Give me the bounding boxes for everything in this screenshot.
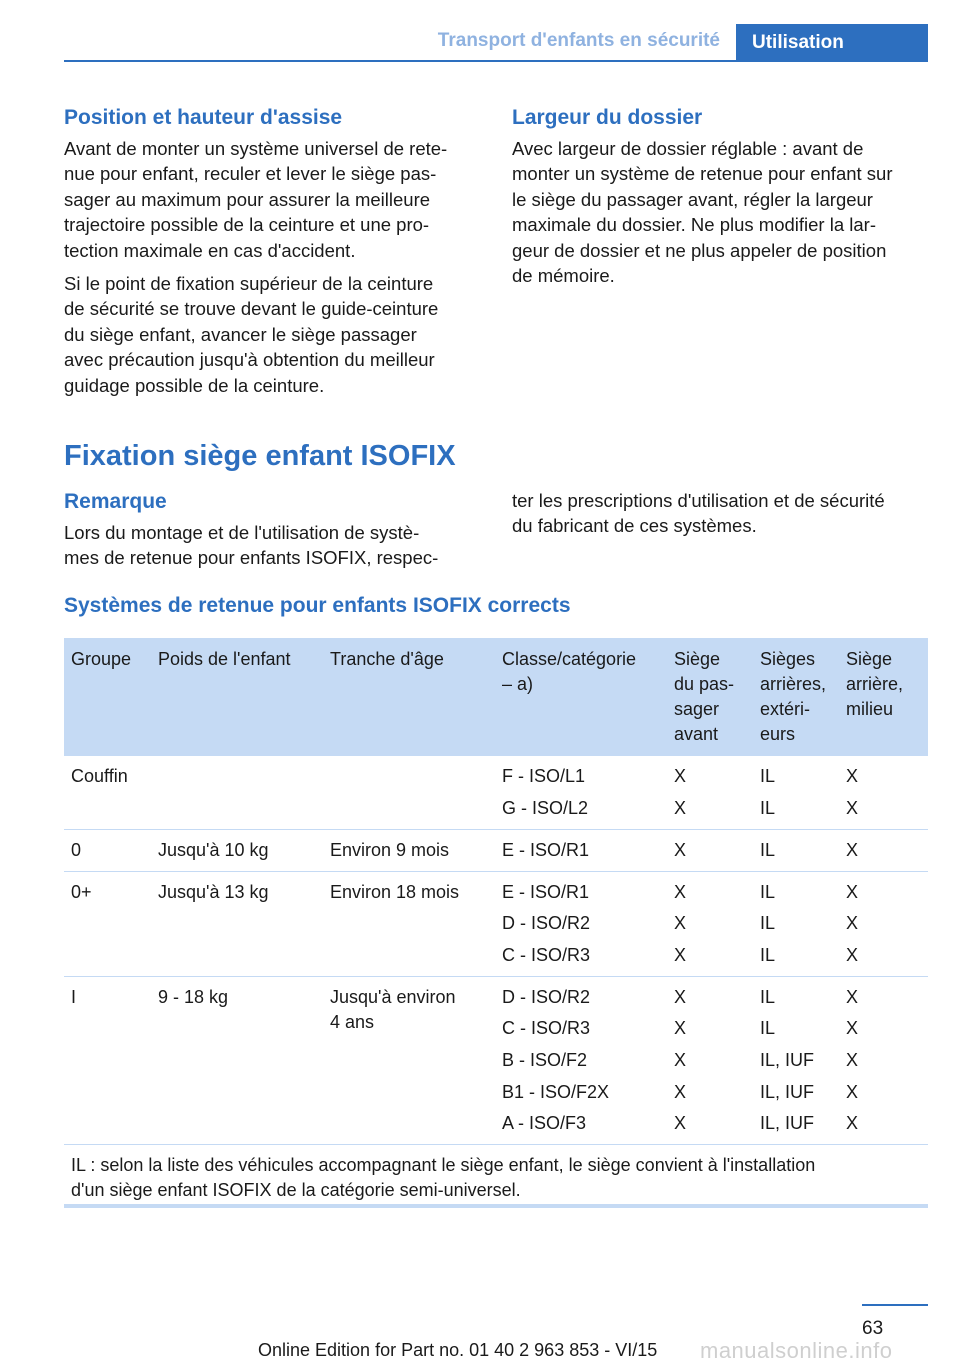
cell-rear-middle — [839, 976, 928, 1144]
text-line: ter les prescriptions d'utilisation et de sécurité — [512, 490, 885, 511]
cell-line: X — [846, 881, 859, 902]
header-line: arrière, — [846, 674, 904, 694]
cell-class — [495, 871, 667, 976]
section-backrest-width — [512, 104, 928, 296]
text-line: geur de dossier et ne plus appeler de position — [512, 239, 887, 261]
cell-line: IL — [760, 797, 776, 818]
header-rule — [64, 60, 928, 62]
cell-line: B1 - ISO/F2X — [502, 1081, 610, 1102]
cell-age — [323, 829, 495, 871]
paragraph-remark-right — [512, 488, 928, 539]
cell-line: 0 — [71, 839, 82, 860]
cell-rear-middle — [839, 871, 928, 976]
cell-line: X — [674, 913, 687, 934]
cell-line — [158, 764, 317, 789]
cell-line: X — [674, 1113, 687, 1134]
cell-weight — [151, 871, 323, 976]
column-header-rear-outer — [753, 638, 839, 756]
cell-age — [323, 756, 495, 829]
cell-front-seat — [667, 976, 753, 1144]
cell-line: X — [674, 944, 687, 965]
cell-line: G - ISO/L2 — [502, 797, 589, 818]
cell-line: F - ISO/L1 — [502, 766, 586, 786]
cell-rear-outer — [753, 829, 839, 871]
header-line: Siège — [674, 649, 721, 669]
cell-class — [495, 976, 667, 1144]
text-line: avec précaution jusqu'à obtention du meilleur — [64, 349, 435, 371]
cell-weight — [151, 829, 323, 871]
paragraph-seat-position-1 — [64, 136, 480, 263]
header-line: Sièges — [760, 649, 816, 669]
table-bottom-rule — [64, 1204, 928, 1208]
table-header-row — [64, 638, 928, 756]
cell-line: E - ISO/R1 — [502, 839, 590, 860]
cell-line: X — [846, 913, 859, 934]
cell-rear-outer — [753, 756, 839, 829]
text-line: de sécurité se trouve devant le guide-ceinture — [64, 298, 439, 320]
cell-line: X — [674, 797, 687, 818]
cell-line: Jusqu'à 10 kg — [158, 839, 269, 860]
cell-line: IL — [760, 913, 776, 934]
header-line: Groupe — [71, 649, 132, 669]
table-row — [64, 871, 928, 976]
cell-class — [495, 829, 667, 871]
cell-line: E - ISO/R1 — [502, 881, 590, 902]
text-line: nue pour enfant, reculer et lever le siège pas‐ — [64, 163, 437, 185]
table-row — [64, 756, 928, 829]
watermark: manualsonline.info — [700, 1338, 893, 1363]
heading-isofix: Fixation siège enfant ISOFIX — [64, 440, 456, 472]
cell-line: X — [674, 986, 687, 1007]
cell-line: X — [674, 766, 687, 786]
heading-remark: Remarque — [64, 490, 167, 513]
cell-front-seat — [667, 829, 753, 871]
cell-line: Environ 9 mois — [330, 839, 450, 860]
cell-group — [64, 976, 151, 1144]
note-line: d'un siège enfant ISOFIX de la catégorie semi-universel. — [71, 1180, 521, 1201]
cell-weight — [151, 756, 323, 829]
text-line: le siège du passager avant, régler la largeur — [512, 188, 873, 210]
header-tab-utilisation — [736, 24, 928, 62]
heading-seat-position: Position et hauteur d'assise — [64, 106, 343, 129]
text-line: trajectoire possible de la ceinture et une pro‐ — [64, 214, 430, 236]
header-line: – a) — [502, 674, 534, 694]
header-line: arrières, — [760, 674, 827, 694]
text-line: mes de retenue pour enfants ISOFIX, respec‐ — [64, 547, 439, 569]
cell-line: X — [846, 839, 859, 860]
text-line: du fabricant de ces systèmes. — [512, 515, 757, 537]
header-line: Siège — [846, 649, 893, 669]
header-line: eurs — [760, 724, 796, 744]
cell-weight — [151, 976, 323, 1144]
cell-line: X — [674, 839, 687, 860]
cell-line: 9 - 18 kg — [158, 986, 229, 1007]
header-line: Poids de l'enfant — [158, 649, 291, 669]
column-header-group — [64, 638, 151, 756]
column-header-rear-middle — [839, 638, 928, 756]
isofix-table — [64, 638, 928, 1213]
table-note — [64, 1145, 928, 1214]
header-tab-label: Utilisation — [752, 32, 844, 53]
text-line: de mémoire. — [512, 265, 615, 287]
cell-rear-outer — [753, 871, 839, 976]
note-line: IL : selon la liste des véhicules accompagnant le siège enfant, le siège convient à l'installation — [71, 1155, 816, 1176]
table-row — [64, 829, 928, 871]
header-line: Classe/catégorie — [502, 649, 637, 669]
text-line: maximale du dossier. Ne plus modifier la lar‐ — [512, 214, 876, 236]
cell-line: X — [846, 1113, 859, 1134]
page-number: 63 — [862, 1318, 884, 1339]
header-line: du pas‐ — [674, 674, 735, 694]
table-row — [64, 976, 928, 1144]
cell-line: 4 ans — [330, 1011, 375, 1032]
text-line: monter un système de retenue pour enfant sur — [512, 163, 893, 185]
paragraph-backrest-width — [512, 136, 928, 288]
column-header-weight — [151, 638, 323, 756]
text-line: guidage possible de la ceinture. — [64, 374, 325, 396]
cell-class — [495, 756, 667, 829]
cell-group — [64, 871, 151, 976]
cell-line: I — [71, 986, 77, 1007]
paragraph-remark-left — [64, 520, 480, 571]
cell-line: X — [846, 944, 859, 965]
cell-line: Jusqu'à environ — [330, 986, 456, 1007]
column-header-class — [495, 638, 667, 756]
footer-edition: Online Edition for Part no. 01 40 2 963 853 - VI/15 — [258, 1340, 658, 1360]
column-header-age — [323, 638, 495, 756]
cell-age — [323, 871, 495, 976]
header-section-title: Transport d'enfants en sécurité — [437, 30, 720, 51]
cell-line: IL — [760, 986, 776, 1007]
header-line: avant — [674, 724, 719, 744]
cell-age — [323, 976, 495, 1144]
cell-line: IL — [760, 881, 776, 902]
cell-line: X — [846, 1081, 859, 1102]
cell-line: IL, IUF — [760, 1049, 815, 1070]
cell-rear-outer — [753, 976, 839, 1144]
cell-group — [64, 829, 151, 871]
section-remark-left — [64, 488, 480, 579]
cell-line: Jusqu'à 13 kg — [158, 881, 269, 902]
cell-line: X — [674, 1049, 687, 1070]
footer-rule — [862, 1304, 928, 1306]
header-line: extéri‐ — [760, 699, 811, 719]
header-line: Tranche d'âge — [330, 649, 444, 669]
cell-line: D - ISO/R2 — [502, 913, 591, 934]
cell-front-seat — [667, 871, 753, 976]
header-line: milieu — [846, 699, 894, 719]
section-remark-right — [512, 488, 928, 547]
text-line: Avec largeur de dossier réglable : avant de — [512, 138, 864, 159]
cell-rear-middle — [839, 756, 928, 829]
cell-line: C - ISO/R3 — [502, 944, 591, 965]
cell-line: X — [846, 797, 859, 818]
cell-line: A - ISO/F3 — [502, 1113, 587, 1134]
cell-line: X — [846, 1049, 859, 1070]
cell-line: X — [846, 766, 859, 786]
cell-line: C - ISO/R3 — [502, 1018, 591, 1039]
text-line: tection maximale en cas d'accident. — [64, 239, 356, 261]
text-line: Lors du montage et de l'utilisation de systè‐ — [64, 522, 420, 543]
section-seat-position — [64, 104, 480, 406]
cell-line: D - ISO/R2 — [502, 986, 591, 1007]
cell-line: Couffin — [71, 766, 128, 786]
cell-line: Environ 18 mois — [330, 881, 460, 902]
text-line: Si le point de fixation supérieur de la ceinture — [64, 273, 434, 295]
text-line: du siège enfant, avancer le siège passager — [64, 323, 417, 345]
cell-line: IL, IUF — [760, 1081, 815, 1102]
paragraph-seat-position-2 — [64, 271, 480, 398]
cell-front-seat — [667, 756, 753, 829]
page-header — [0, 0, 960, 62]
cell-line: IL — [760, 839, 776, 860]
cell-line: IL — [760, 1018, 776, 1039]
cell-line: 0+ — [71, 881, 92, 902]
cell-line: B - ISO/F2 — [502, 1049, 588, 1070]
table-note-row — [64, 1145, 928, 1214]
cell-rear-middle — [839, 829, 928, 871]
cell-line: X — [674, 1018, 687, 1039]
cell-line: X — [674, 1081, 687, 1102]
cell-line: IL — [760, 944, 776, 965]
cell-line: IL, IUF — [760, 1113, 815, 1134]
table-title: Systèmes de retenue pour enfants ISOFIX corrects — [64, 594, 571, 617]
cell-line: X — [846, 986, 859, 1007]
column-header-front-seat — [667, 638, 753, 756]
heading-backrest-width: Largeur du dossier — [512, 106, 703, 129]
cell-line: X — [674, 881, 687, 902]
cell-line: IL — [760, 766, 776, 786]
text-line: sager au maximum pour assurer la meilleure — [64, 188, 431, 210]
cell-group — [64, 756, 151, 829]
cell-line: X — [846, 1018, 859, 1039]
header-line: sager — [674, 699, 720, 719]
text-line: Avant de monter un système universel de rete‐ — [64, 138, 448, 159]
